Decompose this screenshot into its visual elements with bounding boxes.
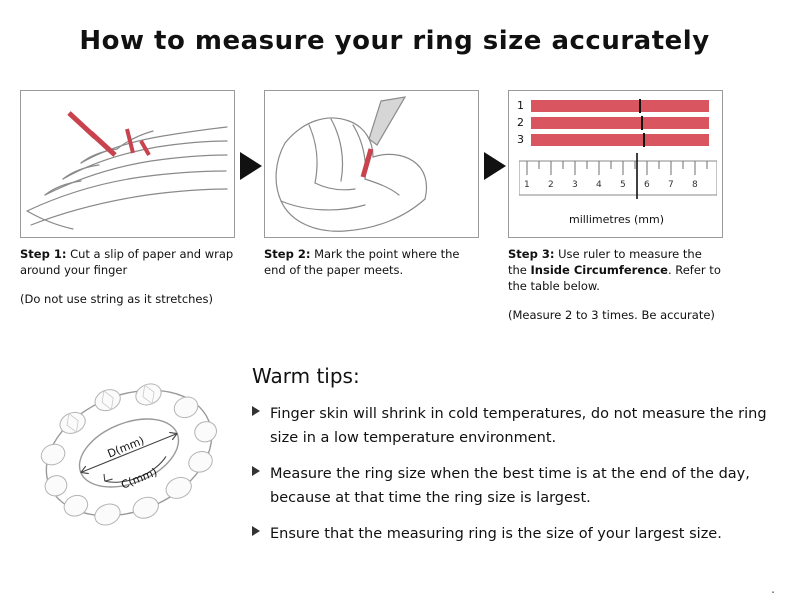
bar-row: [517, 116, 709, 129]
svg-text:2: 2: [548, 180, 554, 190]
step-3-text-post: . Refer to the table below.: [508, 263, 721, 293]
step-1-note: (Do not use string as it stretches): [20, 292, 213, 306]
ring-diagram: [24, 358, 234, 548]
paper-bar: [531, 100, 709, 112]
bar-number: 1: [517, 99, 524, 112]
hand-marking-illustration: [265, 91, 479, 238]
ring-circumference-label: C(mm): [119, 465, 160, 492]
triangle-bullet-icon: [252, 406, 260, 416]
steps-row: [20, 90, 770, 340]
step-3-text-pre: Use ruler to measure the the: [508, 247, 702, 277]
step-1-text: Cut a slip of paper and wrap around your finger: [20, 247, 234, 277]
tips-block: [252, 364, 772, 558]
arrow-right-icon-1: [240, 152, 262, 180]
step-2-text: Mark the point where the end of the paper meets.: [264, 247, 460, 277]
bar-tick-icon: [639, 99, 641, 113]
warm-tips-section: [0, 350, 789, 606]
bar-tick-icon: [643, 133, 645, 147]
tip-text: Finger skin will shrink in cold temperatures, do not measure the ring size in a low temperature environment.: [270, 406, 767, 446]
tip-item: [252, 402, 772, 450]
step-1: [20, 90, 235, 307]
step-1-label: Step 1:: [20, 247, 67, 261]
svg-text:4: 4: [596, 180, 602, 190]
bar-row: [517, 133, 709, 146]
step-3-note: (Measure 2 to 3 times. Be accurate): [508, 308, 715, 322]
step-3: [508, 90, 723, 323]
triangle-bullet-icon: [252, 466, 260, 476]
step-2: [264, 90, 479, 278]
hand-with-paper-illustration: [21, 91, 235, 238]
svg-text:6: 6: [644, 180, 650, 190]
paper-bar: [531, 117, 709, 129]
step-1-illustration: [20, 90, 235, 238]
svg-text:8: 8: [692, 180, 698, 190]
footer-mark: .: [771, 582, 775, 596]
step-2-caption: [264, 246, 479, 278]
bar-tick-icon: [641, 116, 643, 130]
paper-strip-bars: [517, 99, 709, 150]
tip-item: [252, 522, 772, 546]
page-title: How to measure your ring size accurately: [79, 26, 710, 56]
tip-item: [252, 462, 772, 510]
step-3-label: Step 3:: [508, 247, 555, 261]
triangle-bullet-icon: [252, 526, 260, 536]
step-2-illustration: [264, 90, 479, 238]
svg-text:5: 5: [620, 180, 626, 190]
tip-text: Ensure that the measuring ring is the size of your largest size.: [270, 526, 722, 542]
bar-row: [517, 99, 709, 112]
ruler-illustration: [519, 153, 717, 211]
paper-bar: [531, 134, 709, 146]
step-3-caption: [508, 246, 723, 294]
step-3-text-bold: Inside Circumference: [530, 263, 668, 277]
ruler-unit-label: millimetres (mm): [568, 213, 665, 226]
tips-title: Warm tips:: [252, 364, 360, 388]
svg-text:7: 7: [668, 180, 674, 190]
svg-text:1: 1: [524, 180, 530, 190]
ring-diameter-label: D(mm): [105, 434, 147, 461]
tip-text: Measure the ring size when the best time is at the end of the day, because at that time the ring size is largest.: [270, 466, 750, 506]
bar-number: 3: [517, 133, 524, 146]
step-3-illustration: [508, 90, 723, 238]
svg-text:3: 3: [572, 180, 578, 190]
bar-number: 2: [517, 116, 524, 129]
step-1-caption: [20, 246, 235, 278]
step-2-label: Step 2:: [264, 247, 311, 261]
arrow-right-icon-2: [484, 152, 506, 180]
